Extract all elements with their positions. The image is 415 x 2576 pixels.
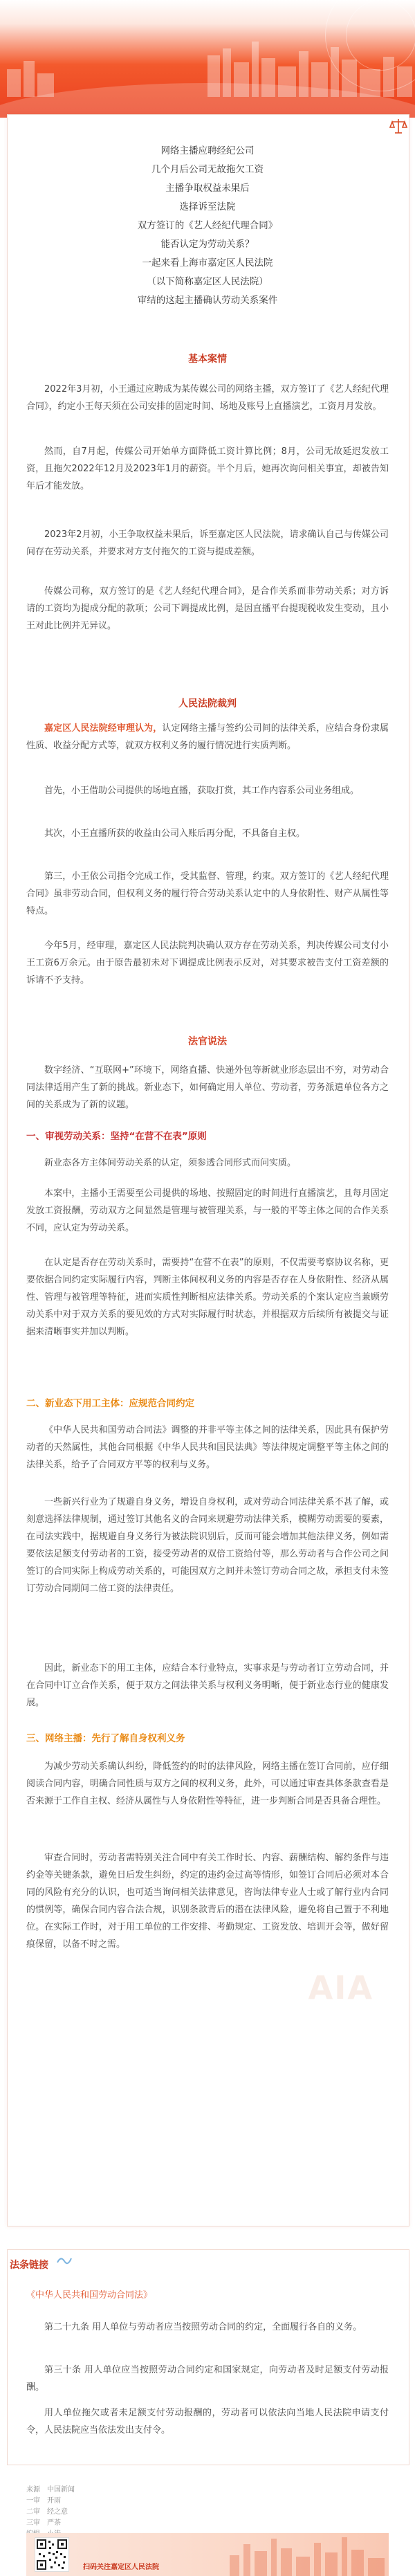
judge-paragraph: 为减少劳动关系确认纠纷，降低签约的时的法律风险，网络主播在签订合同前，应仔细阅读合同内容，明确合同性质与双方之间的权利义务，此外，可以通过审查具体条款查看是否来源于工作自主权、经济从属性与人身依附性等特征，进一步判断合同是否具备合理性。 bbox=[26, 1761, 389, 1806]
judge-paragraph: 审查合同时，劳动者需特别关注合同中有关工作时长、内容、薪酬结构、解约条件与违约金等关键条款，避免日后发生纠纷，约定的违约金过高等情形，如签订合同后必须对本合同的风险有充分的认识，也可适当询问相关法律意见，咨询法律专业人士或了解行业内合同的惯例等，确保合同内容合法合规，识别条款背后的潜在法律风险，避免将自己置于不利地位。在实际工作时，对于用工单位的工作安排、考勤规定、工资发放、培训开会等，做好留痕保留，以备不时之需。 bbox=[26, 1853, 389, 1950]
decorative-wave-icon bbox=[57, 2254, 72, 2265]
judge-paragraph: 一些新兴行业为了规避自身义务，增设自身权利，或对劳动合同法律关系不甚了解，或刻意选择法律规制，通过签订其他名义的合同来规避劳动法律关系，模糊劳动需要的要素，在司法实践中，据规避自身义务行为被法院识别后，反而可能会增加其他法律义务，例如需要依法足额支付劳动者的工资，接受劳动者的双倍工资给付等，那么劳动者与合作公司之间签订的合同实际上构成劳动关系的，可能因双方之间并未签订劳动合同之故，承担支付未签订劳动合同期间二倍工资的法律责任。 bbox=[26, 1497, 389, 1594]
law-paragraph: 第三十条 用人单位应当按照劳动合同约定和国家规定，向劳动者及时足额支付劳动报酬。 bbox=[26, 2365, 389, 2393]
qr-code-image[interactable] bbox=[35, 2537, 69, 2572]
judge-intro-paragraph: 数字经济、“互联网+”环境下，网络直播、快递外包等新就业形态层出不穷，对劳动合同法律适用产生了新的挑战。新业态下，如何确定用人单位、劳动者，劳务派遣单位各方之间的关系成为了新的议题。 bbox=[26, 1065, 389, 1110]
watermark-logo: AIA bbox=[308, 1969, 374, 2006]
judge-paragraph: 在认定是否存在劳动关系时，需要持“在营不在表”的原则，不仅需要考察协议名称，更要依据合同约定实际履行内容，判断主体间权利义务的内容是否存在人身依附性、经济从属性、管理与被管理等特征，进而实质性判断相应法律关系。劳动关系的个案认定应当兼顾劳动关系中对于双方关系的要见效的方式对实际履行时状态，并根据双方后续所有被提交与证据来清晰事实并加以判断。 bbox=[26, 1258, 389, 1337]
summary-line: 选择诉至法院 bbox=[179, 201, 236, 212]
summary-line: 审结的这起主播确认劳动关系案件 bbox=[137, 295, 278, 306]
ruling-paragraph: 第三，小王依公司指令完成工作，受其监督、管理，约束。双方签订的《艺人经纪代理合同》虽非劳动合同，但权利义务的履行符合劳动关系认定中的人身依附性、财产从属性等特点。 bbox=[26, 871, 389, 916]
credit-key: 二审 bbox=[26, 2508, 40, 2516]
section-title-basic-facts: 基本案情 bbox=[188, 354, 227, 365]
credit-value: 严茶 bbox=[47, 2519, 61, 2527]
summary-line: 网络主播应聘经纪公司 bbox=[160, 145, 255, 156]
scales-of-justice-icon bbox=[389, 116, 408, 136]
law-paragraph: 第二十九条 用人单位与劳动者应当按照劳动合同的约定，全面履行各自的义务。 bbox=[44, 2322, 362, 2332]
judge-paragraph: 本案中，主播小王需要至公司提供的场地、按照固定的时间进行直播演艺，且每月固定发放工资报酬，劳动双方之间显然是管理与被管理关系，与一般的平等主体之间的合作关系不同，应认定为劳动关系。 bbox=[26, 1188, 389, 1233]
credit-value: 中国新闻 bbox=[47, 2486, 75, 2494]
credit-line bbox=[26, 2518, 75, 2529]
judge-paragraph: 《中华人民共和国劳动合同法》调整的并非平等主体之间的法律关系，因此具有保护劳动者的天然属性，其他合同根据《中华人民共和国民法典》等法律规定调整平等主体之间的法律关系，给予了合同双方平等的权利与义务。 bbox=[26, 1425, 389, 1470]
judge-paragraph: 新业态各方主体间劳动关系的认定，须参透合同形式而问实质。 bbox=[44, 1158, 297, 1168]
summary-line: 能否认定为劳动关系？ bbox=[160, 239, 255, 250]
summary-line: 一起来看上海市嘉定区人民法院 bbox=[142, 257, 273, 269]
footer-city-image bbox=[223, 2534, 389, 2576]
facts-paragraph: 然而，自7月起，传媒公司开始单方面降低工资计算比例；8月，公司无故延迟发放工资，且拖欠2022年12月及2023年1月的薪资。半个月后，她再次询问相关事宜，却被告知年后才能发放。 bbox=[26, 446, 389, 491]
judge-subheading-2: 二、新业态下用工主体：应规范合同约定 bbox=[26, 1398, 194, 1409]
judge-subheading-1: 一、审视劳动关系：坚持“在营不在表”原则 bbox=[26, 1131, 207, 1142]
credit-key: 三审 bbox=[26, 2519, 40, 2527]
credit-line bbox=[26, 2496, 75, 2507]
summary-line: 双方签订的《艺人经纪代理合同》 bbox=[137, 220, 278, 231]
judge-subheading-3: 三、网络主播：先行了解自身权利义务 bbox=[26, 1733, 185, 1744]
ruling-highlight: 嘉定区人民法院经审理认为， bbox=[44, 723, 163, 734]
credit-line bbox=[26, 2485, 75, 2496]
section-title-law-link: 法条链接 bbox=[10, 2260, 48, 2271]
summary-line: （以下简称嘉定区人民法院） bbox=[147, 276, 268, 287]
credits-list bbox=[26, 2485, 75, 2540]
summary-line: 主播争取权益未果后 bbox=[165, 183, 250, 194]
footer-banner bbox=[26, 2533, 389, 2576]
law-name: 《中华人民共和国劳动合同法》 bbox=[26, 2290, 153, 2301]
credit-key: 一审 bbox=[26, 2497, 40, 2505]
section-title-court-ruling: 人民法院裁判 bbox=[178, 698, 237, 709]
ruling-paragraph: 其次，小王直播所获的收益由公司入账后再分配，不具备自主权。 bbox=[44, 828, 306, 839]
facts-paragraph: 2022年3月初，小王通过应聘成为某传媒公司的网络主播，双方签订了《艺人经纪代理合同》，约定小王每天须在公司安排的固定时间、场地及账号上直播演艺，工资月月发放。 bbox=[26, 384, 389, 412]
ruling-paragraph: 今年5月，经审理，嘉定区人民法院判决确认双方存在劳动关系，判决传媒公司支付小王工资6万余元。由于原告最初未对下调提成比例表示反对，对其要求被告支付工资差额的诉请不予支持。 bbox=[26, 941, 389, 986]
facts-paragraph: 传媒公司称，双方签订的是《艺人经纪代理合同》，是合作关系而非劳动关系；对方诉请的工资均为提成分配的款项；公司下调提成比例，是因直播平台提现税收发生变动，且小王对此比例并无异议。 bbox=[26, 586, 389, 631]
ruling-paragraph bbox=[26, 720, 389, 754]
law-paragraph: 用人单位拖欠或者未足额支付劳动报酬的，劳动者可以依法向当地人民法院申请支付令，人民法院应当依法发出支付令。 bbox=[26, 2408, 389, 2436]
ruling-text: 认定网络主播与签约公司间的法律关系，应结合身份隶属性质、收益分配方式等，就双方权利义务的履行情况进行实质判断。 bbox=[26, 723, 389, 751]
case-summary bbox=[14, 142, 401, 310]
credit-value: 开雨 bbox=[47, 2497, 61, 2505]
ruling-paragraph: 首先，小王借助公司提供的场地直播，获取打赏，其工作内容系公司业务组成。 bbox=[44, 786, 360, 796]
credit-key: 来源 bbox=[26, 2486, 40, 2494]
summary-line: 几个月后公司无故拖欠工资 bbox=[151, 164, 264, 175]
header-banner bbox=[0, 0, 415, 118]
footer-caption: 扫码关注嘉定区人民法院 bbox=[83, 2564, 159, 2571]
section-title-judge-says: 法官说法 bbox=[188, 1036, 227, 1047]
credit-line bbox=[26, 2507, 75, 2518]
facts-paragraph: 2023年2月初，小王争取权益未果后，诉至嘉定区人民法院，请求确认自己与传媒公司间存在劳动关系，并要求对方支付拖欠的工资与提成差额。 bbox=[26, 529, 389, 557]
credit-value: 经之意 bbox=[47, 2508, 68, 2516]
judge-paragraph: 因此，新业态下的用工主体，应结合本行业特点，实事求是与劳动者订立劳动合同，并在合同中订立合作关系，便于双方之间法律关系与权利义务明晰，便于新业态行业的健康发展。 bbox=[26, 1663, 389, 1708]
